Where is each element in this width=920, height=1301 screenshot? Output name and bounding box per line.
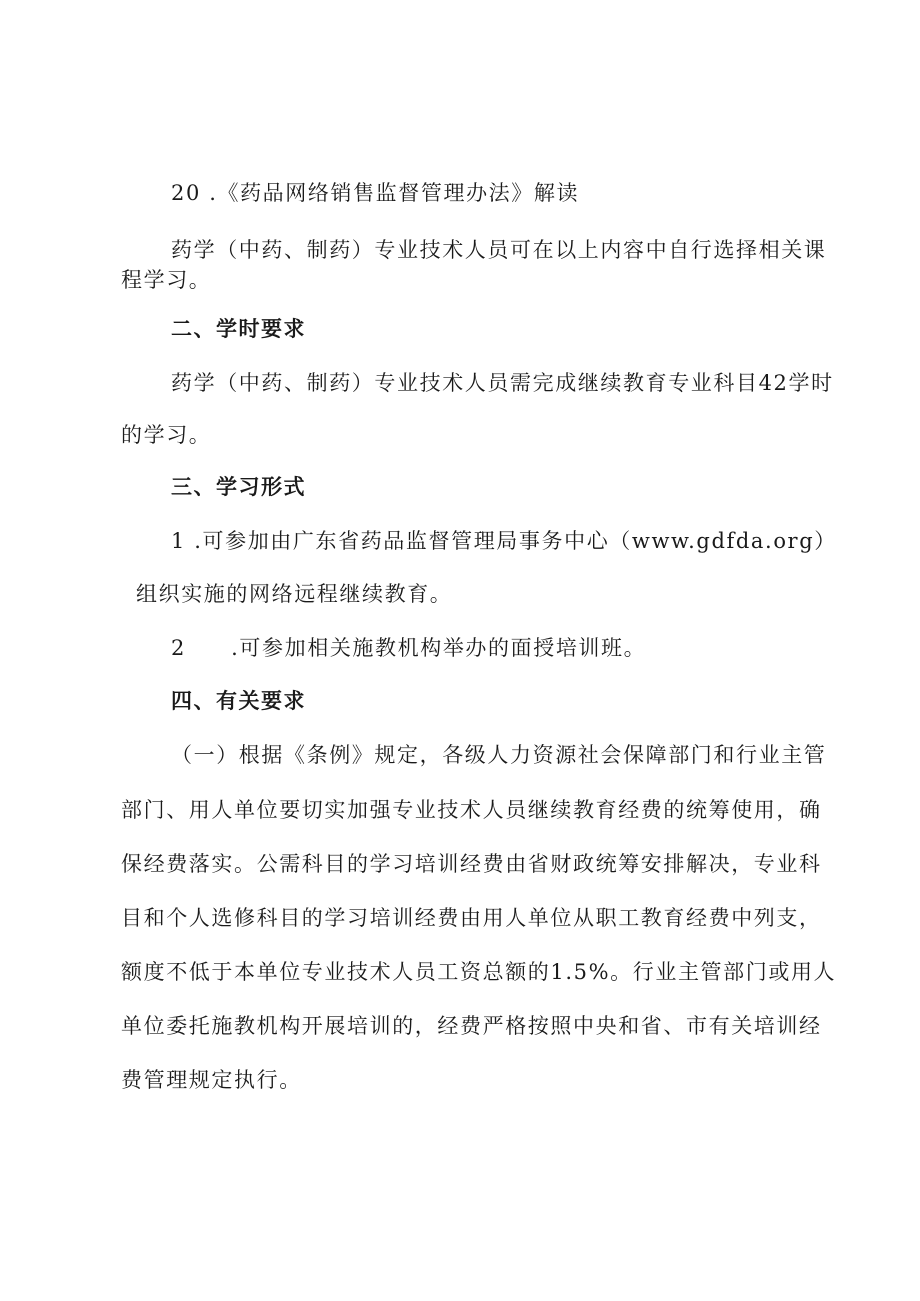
list-item-1: 1 .可参加由广东省药品监督管理局事务中心（www.gdfda.org） [171, 529, 837, 553]
paragraph-line: 保经费落实。公需科目的学习培训经费由省财政统筹安排解决，专业科 [121, 852, 822, 876]
section-heading-2: 二、学时要求 [171, 317, 306, 341]
paragraph-line: 的学习。 [121, 423, 212, 447]
list-item-2: 2 .可参加相关施教机构举办的面授培训班。 [171, 636, 647, 660]
paragraph-line: 程学习。 [121, 268, 212, 292]
list-item-20: 20 .《药品网络销售监督管理办法》解读 [171, 181, 580, 205]
list-item-1-cont: 组织实施的网络远程继续教育。 [136, 582, 453, 606]
paragraph-line: 部门、用人单位要切实加强专业技术人员继续教育经费的统筹使用，确 [121, 798, 822, 822]
section-heading-3: 三、学习形式 [171, 475, 306, 499]
paragraph-line: （一）根据《条例》规定，各级人力资源社会保障部门和行业主管 [171, 743, 827, 767]
paragraph-line: 额度不低于本单位专业技术人员工资总额的1.5%。行业主管部门或用人 [121, 960, 837, 984]
paragraph-line: 目和个人选修科目的学习培训经费由用人单位从职工教育经费中列支， [121, 906, 822, 930]
paragraph-line: 单位委托施教机构开展培训的，经费严格按照中央和省、市有关培训经 [121, 1014, 822, 1038]
paragraph-line: 药学（中药、制药）专业技术人员需完成继续教育专业科目42学时 [171, 371, 834, 395]
paragraph-line: 费管理规定执行。 [121, 1068, 302, 1092]
paragraph-line: 药学（中药、制药）专业技术人员可在以上内容中自行选择相关课 [171, 238, 827, 262]
section-heading-4: 四、有关要求 [171, 689, 306, 713]
